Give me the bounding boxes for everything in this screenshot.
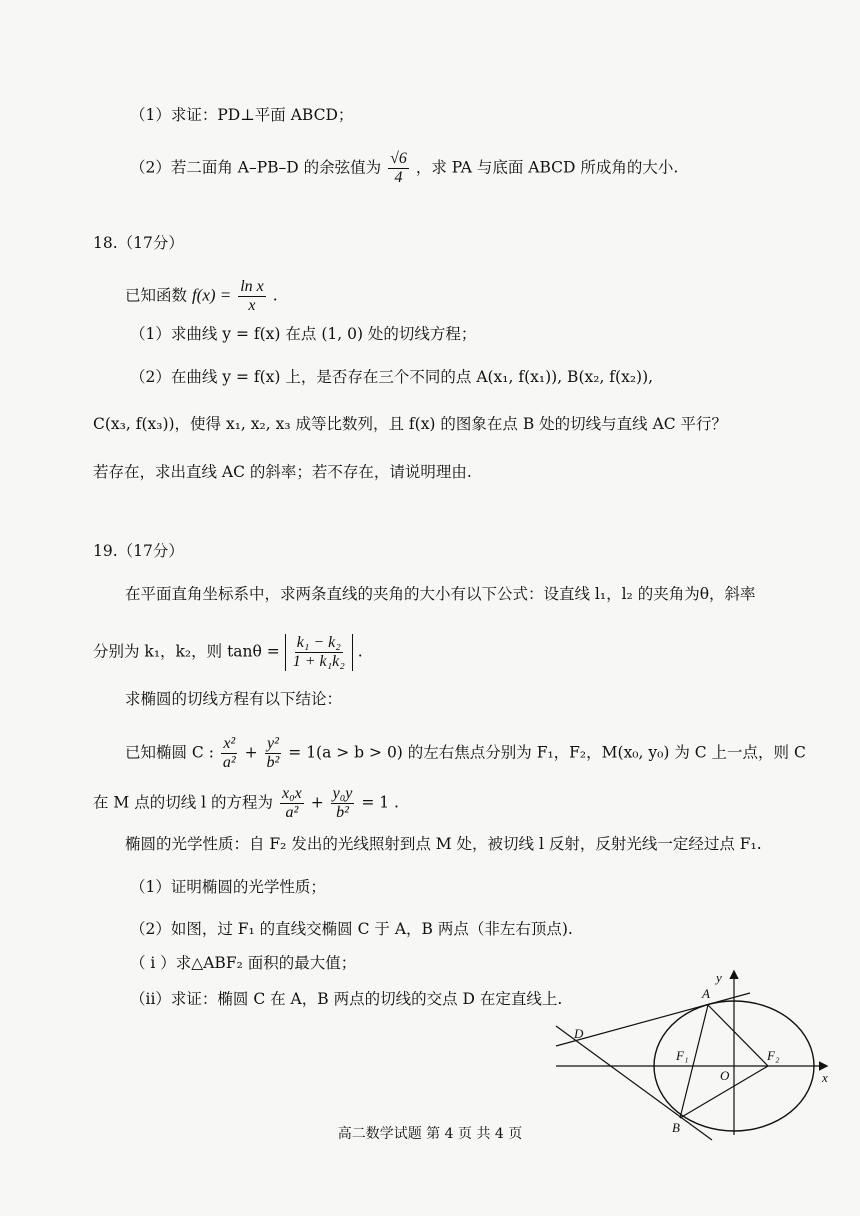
q18-part1: （1）求曲线 y = f(x) 在点 (1, 0) 处的切线方程；: [130, 325, 477, 343]
q19-angle-formula: $\frac{\text{k₁ − k₂}}{\text{1 + k₁k₂}}$: [285, 634, 353, 671]
q19-intro-line1: 在平面直角坐标系中，求两条直线的夹角的大小有以下公式：设直线 l₁，l₂ 的夹角为θ，斜率: [125, 585, 756, 603]
label-O: O: [720, 1068, 730, 1083]
q18-given: 已知函数 f(x) = $\frac{\text{ln x}}{x}$ .: [125, 278, 278, 314]
label-y: y: [716, 970, 722, 985]
q17-cosine-fraction: $\frac{√6}{4}$: [390, 150, 407, 186]
label-F2: F₂: [767, 1048, 780, 1063]
label-A: A: [702, 986, 710, 1001]
q19-ellipse-def: 已知椭圆 C : $\frac{\text{x²}}{\text{a²}}$ + $\frac{\text{y²}}{\text{b²}}$ = 1(a > b > 0) 的左右焦点分别为 F₁，F₂，M(x₀, y₀) 为 C 上一点，则 C: [125, 735, 806, 771]
q17-part2: （2）若二面角 A–PB–D 的余弦值为 $\frac{√6}{4}$ ，求 PA 与底面 ABCD 所成角的大小.: [130, 150, 679, 186]
label-x: x: [822, 1070, 828, 1085]
q17-part1: （1）求证：PD⊥平面 ABCD；: [130, 106, 354, 124]
label-B: B: [672, 1120, 680, 1135]
q19-optical-property: 椭圆的光学性质：自 F₂ 发出的光线照射到点 M 处，被切线 l 反射，反射光线一定经过点 F₁.: [125, 835, 762, 853]
label-D: D: [574, 1026, 584, 1041]
q19-part2-ii: （ii）求证：椭圆 C 在 A，B 两点的切线的交点 D 在定直线上.: [130, 990, 563, 1008]
segment-AF2: [708, 1005, 768, 1066]
q19-part2: （2）如图，过 F₁ 的直线交椭圆 C 于 A，B 两点（非左右顶点).: [130, 920, 573, 938]
q18-part2-line1: （2）在曲线 y = f(x) 上，是否存在三个不同的点 A(x₁, f(x₁)), B(x₂, f(x₂)),: [130, 368, 654, 386]
q19-part2-i: （ i ）求△ABF₂ 面积的最大值；: [130, 954, 357, 972]
ellipse-figure: [540, 960, 840, 1150]
q18-function-fraction: $\frac{\text{ln x}}{x}$: [240, 278, 264, 314]
q19-tangent-equation: 在 M 点的切线 l 的方程为 $\frac{\text{x₀x}}{\text{a²}}$ + $\frac{\text{y₀y}}{\text{b²}}$ = 1 .: [93, 785, 399, 821]
q19-heading: 19.（17分）: [93, 542, 184, 560]
tangent-at-A: [556, 993, 750, 1046]
q18-part2-line3: 若存在，求出直线 AC 的斜率；若不存在，请说明理由.: [93, 463, 472, 481]
q19-intro-line2: 分别为 k₁，k₂，则 tanθ = $\frac{\text{k₁ − k₂}}{\text{1 + k₁k₂}}$ .: [93, 634, 363, 670]
label-F1: F₁: [676, 1048, 689, 1063]
q19-part1: （1）证明椭圆的光学性质；: [130, 878, 326, 896]
q18-part2-line2: C(x₃, f(x₃))，使得 x₁, x₂, x₃ 成等比数列，且 f(x) 的图象在点 B 处的切线与直线 AC 平行？: [93, 415, 728, 433]
page-footer: 高二数学试题 第 4 页 共 4 页: [337, 1126, 523, 1142]
q18-heading: 18.（17分）: [93, 234, 184, 252]
q19-tangent-title: 求椭圆的切线方程有以下结论：: [125, 690, 343, 708]
